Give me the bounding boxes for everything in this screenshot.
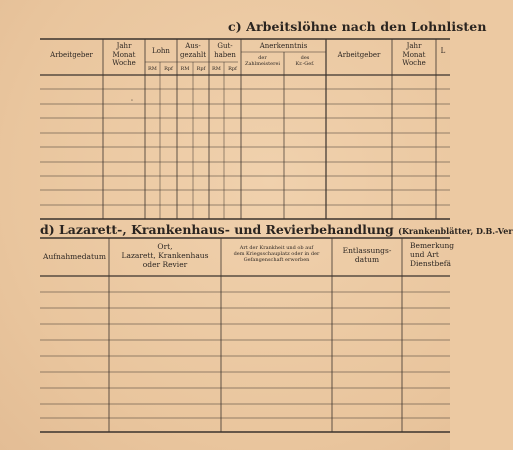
c-header-lohn: Lohn [152,47,170,55]
d-header-krankheit: Art der Krankheit und ob auf dem Kriegsschauplatz oder in der Gefangenschaft erworben [233,245,320,263]
pencil-mark-icon: ˌ [131,94,133,102]
c-ausgezahlt-rm: RM [180,66,190,72]
c-guthaben-rm: RM [212,66,221,72]
c-header-jahr-monat-woche-2: Jahr Monat Woche [402,42,426,67]
c-lohn-rpf: Rpf [164,66,173,72]
c-header-guthaben: Gut- haben [214,42,236,59]
c-guthaben-rpf: Rpf [228,66,237,72]
c-header-anerkenntnis: Anerkenntnis [259,42,308,50]
c-header-arbeitgeber: Arbeitgeber [50,51,93,59]
c-header-arbeitgeber-2: Arbeitgeber [337,51,381,59]
section-c-title: c) Arbeitslöhne nach den Lohnlisten [228,19,487,34]
d-header-ort: Ort, Lazarett, Krankenhaus oder Revier [121,242,209,269]
section-d-title-note: (Krankenblätter, D.B.-Ver [398,226,513,236]
d-header-bemerkungen: Bemerkung und Art Dienstbefä [410,241,455,268]
section-d-title-main: d) Lazarett-, Krankenhaus- und Revierbehandlung [40,222,394,237]
c-header-anerkenntnis-der: der Zahlmeisterei [244,55,281,67]
c-ausgezahlt-rpf: Rpf [196,66,206,72]
c-header-cut-letter: L [440,47,446,55]
c-header-ausgezahlt: Aus- gezahlt [179,42,207,59]
d-header-entlassung: Entlassungs- datum [342,246,392,264]
c-header-anerkenntnis-des: des Kr.-Gef. [295,55,315,67]
c-header-jahr-monat-woche: Jahr Monat Woche [112,42,136,67]
c-lohn-rm: RM [148,66,157,72]
d-header-aufnahmedatum: Aufnahmedatum [43,252,106,261]
